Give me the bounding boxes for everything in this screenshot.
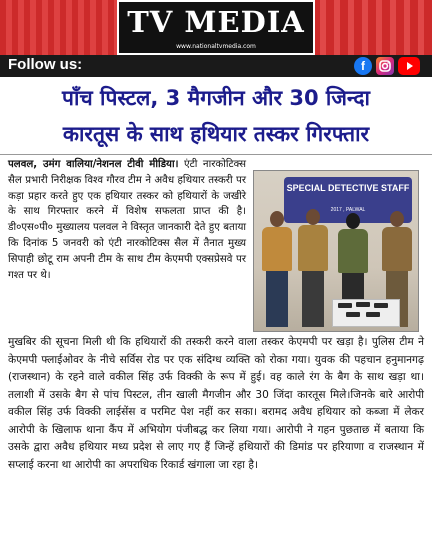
headline-line-2: कारतूस के साथ हथियार तस्कर गिरफ्तार: [62, 122, 370, 146]
headline: [0, 80, 432, 152]
headline-divider: [0, 154, 432, 155]
article-intro: [8, 157, 246, 283]
seized-pistol: [356, 302, 370, 307]
article-intro-text: एंटी नारकोटिक्स सैल प्रभारी निरीक्षक विश्व गौरव टीम ने अवैध हथियार तस्करी पर कड़ा प्रहार करते हुए एक हथियार तस्कर को हथियारों के जखीरे के साथ गिरफ्तार करने में विशेष सफलता प्राप्त की है। डी०एस०पी० मुख्यालय पलवल ने विस्तृत जानकारी देते हुए बताया कि दिनांक 5 जनवरी को एंटी नारकोटिक्स सैल में तैनात मुख्य सिपाही छोटू राम अपनी टीम के साथ टीम केएमपी एक्सप्रेसवे पर गश्त पर थे।: [8, 159, 246, 281]
seized-pistol: [366, 312, 380, 317]
facebook-icon[interactable]: f: [354, 57, 372, 75]
tv-media-logo[interactable]: [117, 0, 315, 55]
youtube-play-glyph: [398, 57, 420, 75]
follow-label: Follow us:: [8, 56, 83, 73]
seized-pistol: [338, 303, 352, 308]
article-byline: पलवल, उमंग वालिया/नेशनल टीवी मीडिया।: [8, 159, 179, 170]
logo-url[interactable]: www.nationaltvmedia.com: [176, 43, 256, 50]
seized-pistol: [346, 312, 360, 317]
article-body: मुखबिर की सूचना मिली थी कि हथियारों की तस्करी करने वाला तस्कर केएमपी पर खड़ा है। पुलिस टीम ने केएमपी फ्लाईओवर के नीचे सर्विस रोड पर एक संदिग्ध व्यक्ति को रोका गया। युवक की पहचान हनुमानगढ़ (राजस्थान) के रहने वाले वकील सिंह उर्फ विक्की के रूप में हुई। वह काले रंग के बैग के साथ खड़ा था। तलाशी में उसके बैग से पांच पिस्टल, तीन खाली मैगजीन और 30 जिंदा कारतूस मिले।जिनके बारे आरोपी वकील सिंह उर्फ विक्की लाईसेंस व परमिट पेश नहीं कर सका। बरामद अवैध हथियार को कब्जा में लेकर आरोपी के खिलाफ थाना कैंप में अभियोग पंजीबद्ध कर लिया गया। आरोपी ने गहन पुछताछ में बताया कि उसके द्वारा अवैध हथियार मध्य प्रदेश से लाए गए हैं जिन्हें हथियारों की डिमांड पर हरियाणा व राजस्थान में सप्लाई करना था आरोपी का अपराधिक रिकार्ड खंगाला जा रहा है।: [8, 336, 424, 471]
masthead-decoration-left: [0, 0, 120, 55]
masthead: [0, 0, 432, 55]
headline-line-1: पाँच पिस्टल, 3 मैगजीन और 30 जिन्दा: [62, 86, 370, 110]
youtube-icon[interactable]: [398, 57, 420, 75]
masthead-decoration-right: [312, 0, 432, 55]
instagram-icon[interactable]: [376, 57, 394, 75]
instagram-glyph: [376, 57, 394, 75]
follow-bar: [0, 55, 432, 77]
seized-pistol: [374, 303, 388, 308]
logo-title: TV MEDIA: [127, 5, 305, 39]
banner-subtext: 2017 , PALWAL: [330, 207, 366, 213]
person-officer-second: [296, 209, 330, 329]
person-officer-left: [260, 211, 294, 329]
banner-text: SPECIAL DETECTIVE STAFF: [286, 183, 410, 193]
news-photo: [253, 170, 419, 332]
